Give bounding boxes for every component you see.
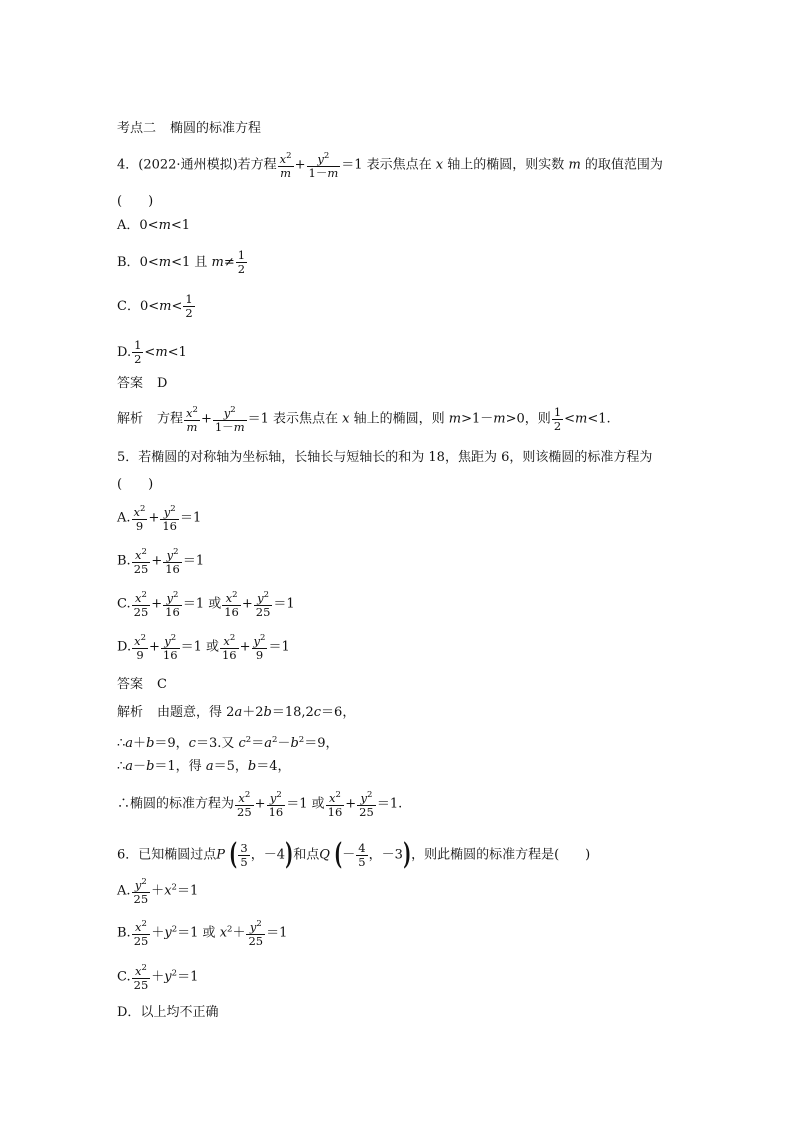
q6-number: 6． bbox=[117, 847, 139, 863]
fraction: $\frac{y^2}{1-m}$ bbox=[214, 405, 245, 434]
q4-number: 4． bbox=[117, 157, 139, 173]
fraction: $\frac{x^2}{16}$ bbox=[221, 633, 237, 662]
section-title: 考点二 bbox=[117, 121, 157, 136]
option-label: C. bbox=[117, 969, 131, 985]
q6-option-b: B. $\frac{x^2}{25}$ $+y^2=1$ 或 $x^2+$ $\frac{y^2}{25}$ ＝1 bbox=[117, 919, 288, 948]
fraction: $\frac{1}{2}$ bbox=[553, 404, 562, 433]
q4-answer bbox=[117, 376, 167, 392]
option-label: D. bbox=[117, 345, 132, 360]
bracket-left: ( bbox=[229, 837, 238, 872]
analysis-text: 方程 bbox=[157, 411, 184, 427]
fraction: $\frac{x^2}{16}$ bbox=[327, 790, 343, 819]
fraction: $\frac{x^2}{m}$ bbox=[186, 405, 198, 434]
fraction: $\frac{x^2}{9}$ bbox=[134, 633, 147, 662]
fraction: $\frac{x^2}{16}$ bbox=[224, 590, 239, 619]
fraction: $\frac{y^2}{25}$ bbox=[133, 877, 149, 906]
option-label: D. bbox=[117, 639, 132, 655]
fraction: $\frac{y^2}{25}$ bbox=[255, 590, 271, 619]
q5-analysis-4: ∴椭圆的标准方程为 $\frac{x^2}{25}$ + $\frac{y^2}{16}$ ＝1 或 $\frac{x^2}{16}$ + $\frac{y^2}{25}$ ＝1. bbox=[117, 790, 403, 819]
fraction: $\frac{y^2}{25}$ bbox=[359, 790, 374, 819]
fraction: $\frac{4}{5}$ bbox=[358, 840, 366, 869]
q5-number: 5． bbox=[117, 450, 139, 465]
answer-value: D bbox=[157, 376, 168, 391]
section-heading bbox=[117, 121, 261, 137]
fraction: $\frac{y^2}{1-m}$ bbox=[308, 151, 339, 180]
or-word: 或 bbox=[208, 596, 222, 612]
q5-blank: ( ) bbox=[117, 477, 154, 492]
q5-stem bbox=[117, 450, 652, 466]
option-text: 以上均不正确 bbox=[140, 1005, 219, 1020]
q4-blank: ( ) bbox=[117, 194, 154, 209]
q4-stem-d: 的取值范围为 bbox=[584, 157, 663, 173]
option-label: C． bbox=[117, 299, 140, 314]
bracket-right: ) bbox=[285, 837, 294, 872]
analysis-label: 解析 bbox=[117, 411, 144, 427]
q5-analysis-1: 解析 由题意，得 2a＋2b＝18,2c＝6， bbox=[117, 705, 356, 720]
q4-option-c: C．0<m< $\frac{1}{2}$ bbox=[117, 292, 193, 320]
fraction: $\frac{x^2}{25}$ bbox=[133, 963, 149, 992]
q6-stem: 6．已知椭圆过点P ( $\frac{3}{5}$ ，－4)和点Q (－ $\frac{4}{5}$ ，－3)，则此椭圆的标准方程是( ) bbox=[117, 837, 591, 872]
option-label: A． bbox=[117, 218, 140, 233]
and-word: 且 bbox=[194, 255, 208, 270]
fraction: $\frac{y^2}{16}$ bbox=[165, 590, 180, 619]
analysis-text: 轴上的椭圆，则 bbox=[353, 411, 445, 427]
bracket-right: ) bbox=[403, 837, 411, 872]
fraction: $\frac{x^2}{25}$ bbox=[133, 547, 149, 576]
q4-option-a: A．0<m<1 bbox=[117, 218, 191, 233]
or-word: 或 bbox=[311, 796, 325, 812]
q6-stem-text: ，则此椭圆的标准方程是( ) bbox=[411, 847, 591, 863]
q4-stem-c: 轴上的椭圆，则实数 bbox=[447, 157, 565, 173]
section-subtitle: 椭圆的标准方程 bbox=[170, 121, 262, 136]
q5-option-c: C. $\frac{x^2}{25}$ + $\frac{y^2}{16}$ ＝1 或 $\frac{x^2}{16}$ + $\frac{y^2}{25}$ ＝1 bbox=[117, 590, 295, 619]
q4-option-b: B．0<m<1 且 m≠ $\frac{1}{2}$ bbox=[117, 248, 246, 276]
q5-option-d: D. $\frac{x^2}{9}$ + $\frac{y^2}{16}$ ＝1 或 $\frac{x^2}{16}$ + $\frac{y^2}{9}$ ＝1 bbox=[117, 633, 290, 662]
analysis-text: 又 bbox=[221, 736, 235, 751]
option-label: B. bbox=[117, 925, 131, 941]
q6-option-a: A. $\frac{y^2}{25}$ $+x^2=1$ bbox=[117, 877, 199, 906]
or-word: 或 bbox=[202, 925, 216, 941]
analysis-label: 解析 bbox=[117, 705, 144, 720]
q6-stem-text: 已知椭圆过点 bbox=[138, 847, 217, 863]
analysis-text: ∴椭圆的标准方程为 bbox=[117, 796, 235, 812]
fraction: $\frac{x^2}{9}$ bbox=[133, 504, 146, 533]
q5-answer bbox=[117, 677, 167, 693]
fraction: $\frac{1}{2}$ bbox=[237, 248, 246, 276]
fraction: $\frac{y^2}{16}$ bbox=[162, 504, 177, 533]
q4-source: (2022·通州模拟) bbox=[138, 157, 238, 173]
fraction: $\frac{y^2}{25}$ bbox=[248, 919, 264, 948]
analysis-text: ，得 bbox=[175, 759, 202, 774]
option-label: C. bbox=[117, 596, 131, 612]
q4-option-d: D. $\frac{1}{2}$ <m<1 bbox=[117, 338, 187, 366]
option-label: A. bbox=[117, 510, 131, 526]
q5-analysis-3: ∴a－b＝1，得 a＝5，b＝4， bbox=[117, 759, 291, 774]
q5-option-a: A. $\frac{x^2}{9}$ + $\frac{y^2}{16}$ ＝1 bbox=[117, 504, 202, 533]
fraction: $\frac{y^2}{9}$ bbox=[253, 633, 266, 662]
option-label: B. bbox=[117, 553, 131, 569]
analysis-text: 由题意，得 bbox=[157, 705, 223, 720]
analysis-text: ，则 bbox=[524, 411, 551, 427]
option-label: B． bbox=[117, 255, 140, 270]
q5-option-b: B. $\frac{x^2}{25}$ + $\frac{y^2}{16}$ ＝1 bbox=[117, 547, 205, 576]
q5-stem-text: 若椭圆的对称轴为坐标轴，长轴长与短轴长的和为 18，焦距为 6，则该椭圆的标准方程为 bbox=[138, 450, 653, 465]
option-label: A. bbox=[117, 883, 131, 899]
fraction: $\frac{x^2}{25}$ bbox=[237, 790, 252, 819]
fraction: $\frac{y^2}{16}$ bbox=[162, 633, 178, 662]
q6-option-d bbox=[117, 1005, 218, 1021]
q4-stem-b: 表示焦点在 bbox=[366, 157, 432, 173]
answer-value: C bbox=[157, 677, 167, 692]
q5-analysis-2: ∴a＋b＝9，c＝3.又 $c^2=a^2-b^2=9$， bbox=[117, 735, 339, 751]
answer-label: 答案 bbox=[117, 677, 144, 692]
fraction: $\frac{3}{5}$ bbox=[240, 840, 248, 869]
fraction: $\frac{1}{2}$ bbox=[134, 338, 142, 366]
fraction: $\frac{x^2}{25}$ bbox=[133, 590, 149, 619]
or-word: 或 bbox=[205, 639, 219, 655]
q6-option-c: C. $\frac{x^2}{25}$ $+y^2=1$ bbox=[117, 963, 199, 992]
fraction: $\frac{y^2}{16}$ bbox=[268, 790, 284, 819]
q6-stem-text: 和点 bbox=[293, 847, 320, 863]
option-label: D． bbox=[117, 1005, 141, 1020]
analysis-text: 表示焦点在 bbox=[273, 411, 339, 427]
q4-analysis: 解析 方程 $\frac{x^2}{m}$ + $\frac{y^2}{1-m}$ ＝1 表示焦点在 x 轴上的椭圆，则 m>1－m>0，则 $\frac{1}{2}$ <m<1. bbox=[117, 404, 611, 434]
q4-stem: 4．(2022·通州模拟)若方程 $\frac{x^2}{m}$ + $\frac{y^2}{1-m}$ ＝1 表示焦点在 x 轴上的椭圆，则实数 m 的取值范围为 bbox=[117, 151, 663, 180]
answer-label: 答案 bbox=[117, 376, 144, 391]
fraction: $\frac{1}{2}$ bbox=[185, 292, 193, 320]
fraction: $\frac{x^2}{m}$ bbox=[279, 151, 292, 180]
q4-stem-a: 若方程 bbox=[237, 157, 277, 173]
bracket-left: ( bbox=[334, 837, 343, 872]
fraction: $\frac{x^2}{25}$ bbox=[133, 919, 149, 948]
fraction: $\frac{y^2}{16}$ bbox=[165, 547, 180, 576]
